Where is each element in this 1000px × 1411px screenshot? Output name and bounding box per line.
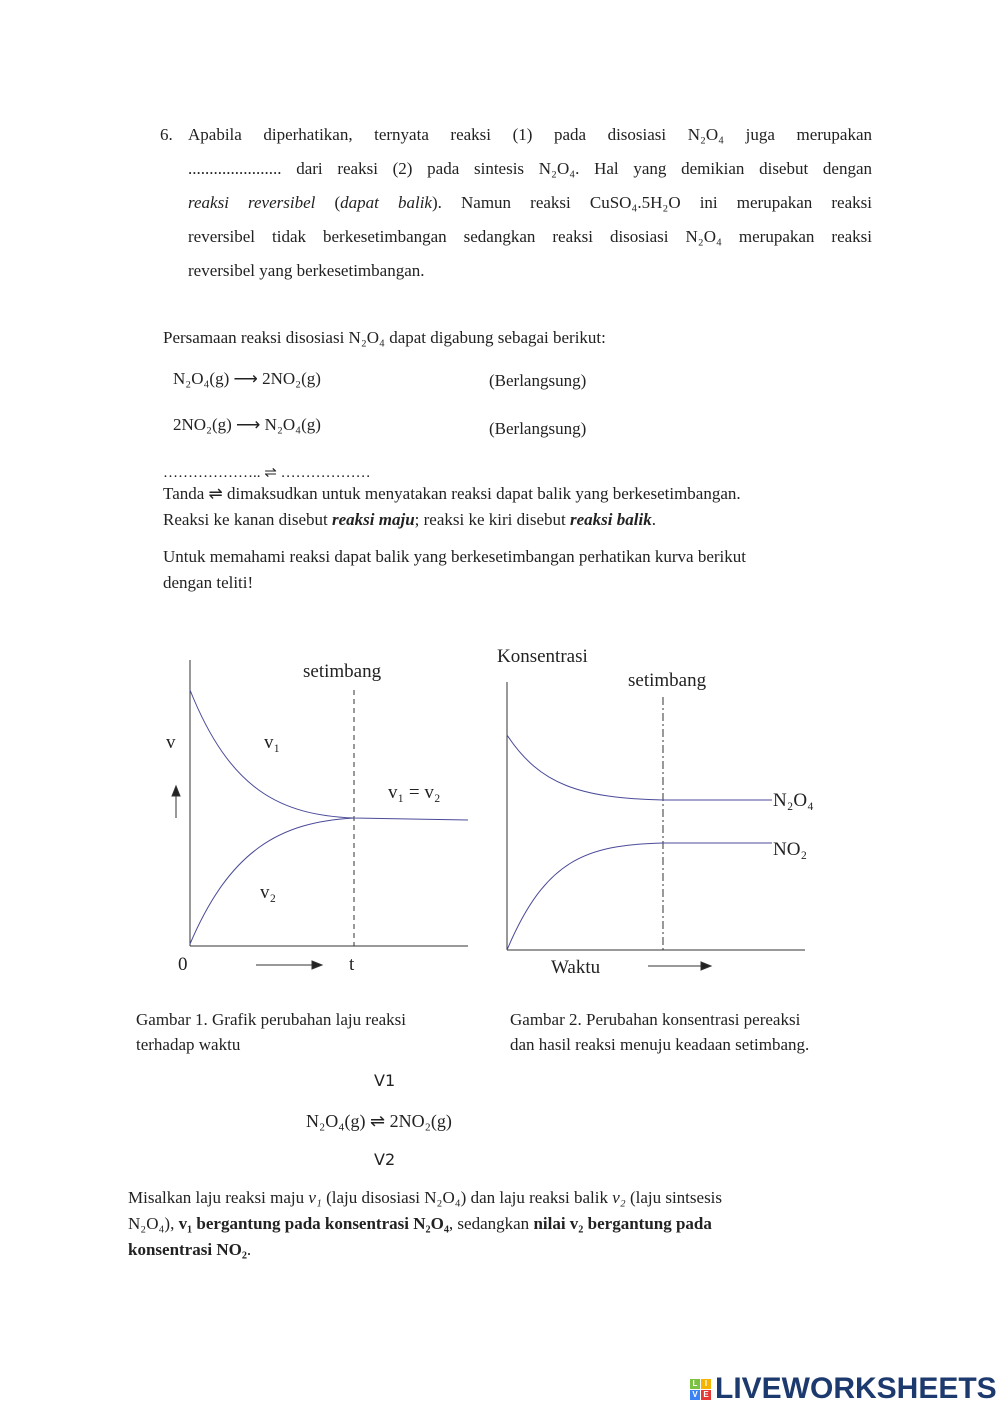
term-reaksi-maju: reaksi maju	[332, 510, 415, 529]
text: Reaksi ke kanan disebut	[163, 510, 333, 529]
answer-blank[interactable]: ……………….. ⇌ ………………	[163, 465, 371, 481]
fig1-v1-label: v₁	[264, 732, 281, 753]
v1-symbol: v₁	[308, 1188, 322, 1207]
logo-tile: L	[690, 1379, 700, 1389]
liveworksheets-logo	[690, 1372, 997, 1406]
fig1-setimbang: setimbang	[303, 661, 382, 682]
fig2-setimbang: setimbang	[628, 670, 707, 691]
fig1-v-label: v	[166, 732, 176, 753]
figure-1-graph	[172, 660, 468, 969]
logo-tiles	[690, 1379, 711, 1400]
reaction-equilibrium: N₂O₄(g) ⇌ 2NO₂(g)	[306, 1111, 452, 1131]
fig1-caption-1: Gambar 1. Grafik perubahan laju reaksi	[136, 1010, 406, 1029]
figure-2-graph	[507, 682, 808, 970]
text: (laju disosiasi N₂O₄) dan laju reaksi balik	[321, 1188, 613, 1207]
fig2-caption-2: dan hasil reaksi menuju keadaan setimbang.	[510, 1035, 810, 1054]
text: (	[315, 193, 341, 212]
explanation-line-2	[128, 1211, 848, 1237]
logo-text: LIVEWORKSHEETS	[715, 1372, 997, 1405]
fig2-caption-1: Gambar 2. Perubahan konsentrasi pereaksi	[510, 1010, 801, 1029]
fig1-v2-label: v₂	[260, 882, 277, 903]
reaction-2-note: (Berlangsung)	[489, 419, 587, 438]
text: (laju sintsesis	[625, 1188, 723, 1207]
term-reaksi-balik: reaksi balik	[570, 510, 652, 529]
n2o4-curve	[507, 735, 772, 800]
term-reversible: reaksi reversibel	[188, 193, 316, 212]
right-arrow-head-icon	[701, 962, 711, 970]
bold-text: nilai v₂ bergantung pada	[533, 1214, 712, 1233]
explanation-line-3	[128, 1237, 848, 1263]
text: .	[651, 510, 656, 529]
reaction-2: 2NO₂(g) ⟶ N₂O₄(g)	[173, 415, 321, 434]
q6-line-4: reversibel tidak berkesetimbangan sedangkan reaksi disosiasi N₂O₄ merupakan reaksi	[188, 227, 872, 246]
reaction-v2: V2	[374, 1150, 396, 1169]
explanation-line-1	[128, 1185, 848, 1211]
text: .	[246, 1240, 252, 1259]
kurva-line-1: Untuk memahami reaksi dapat balik yang berkesetimbangan perhatikan kurva berikut	[163, 547, 746, 566]
text: , sedangkan	[448, 1214, 534, 1233]
kurva-line-2: dengan teliti!	[163, 573, 254, 592]
q6-line-2: ...................... dari reaksi (2) pada sintesis N₂O₄. Hal yang demikian disebut dengan	[188, 159, 872, 178]
reaction-1-note: (Berlangsung)	[489, 371, 587, 390]
fig1-zero: 0	[178, 954, 188, 975]
q6-line-5: reversibel yang berkesetimbangan.	[188, 261, 425, 280]
fig1-caption-2: terhadap waktu	[136, 1035, 241, 1054]
fig1-t: t	[349, 954, 355, 975]
tanda-text: Tanda ⇌ dimaksudkan untuk menyatakan reaksi dapat balik yang berkesetimbangan.	[163, 484, 741, 503]
logo-tile: I	[701, 1379, 711, 1389]
right-arrow-head-icon	[312, 961, 322, 969]
fig2-ylabel: Konsentrasi	[497, 646, 588, 667]
logo-tile: E	[701, 1390, 711, 1400]
text: ; reaksi ke kiri disebut	[414, 510, 570, 529]
up-arrow-head-icon	[172, 786, 180, 796]
reaction-1: N₂O₄(g) ⟶ 2NO₂(g)	[173, 369, 321, 388]
logo-tile: V	[690, 1390, 700, 1400]
bold-text: v₁ bergantung pada konsentrasi N₂O₄	[178, 1214, 449, 1233]
fig2-xlabel: Waktu	[551, 957, 601, 978]
text: N₂O₄),	[128, 1214, 179, 1233]
q6-line-1: Apabila diperhatikan, ternyata reaksi (1) pada disosiasi N₂O₄ juga merupakan	[188, 125, 872, 144]
question-number: 6.	[160, 125, 173, 144]
fig2-n2o4-label: N₂O₄	[773, 790, 814, 811]
no2-curve	[507, 843, 772, 950]
text: Misalkan laju reaksi maju	[128, 1188, 309, 1207]
text: ). Namun reaksi CuSO₄.5H₂O ini merupakan reaksi	[431, 193, 872, 212]
explanation-paragraph	[128, 1185, 848, 1263]
v2-curve	[190, 818, 354, 944]
equation-intro: Persamaan reaksi disosiasi N₂O₄ dapat digabung sebagai berikut:	[163, 328, 606, 347]
reaction-v1: V1	[374, 1071, 396, 1090]
fig2-no2-label: NO₂	[773, 839, 808, 860]
term-dapat-balik: dapat balik	[340, 193, 432, 212]
bold-text: konsentrasi NO₂	[128, 1240, 247, 1259]
v2-symbol: v₂	[612, 1188, 626, 1207]
fig1-v1v2-label: v₁ = v₂	[388, 782, 441, 803]
